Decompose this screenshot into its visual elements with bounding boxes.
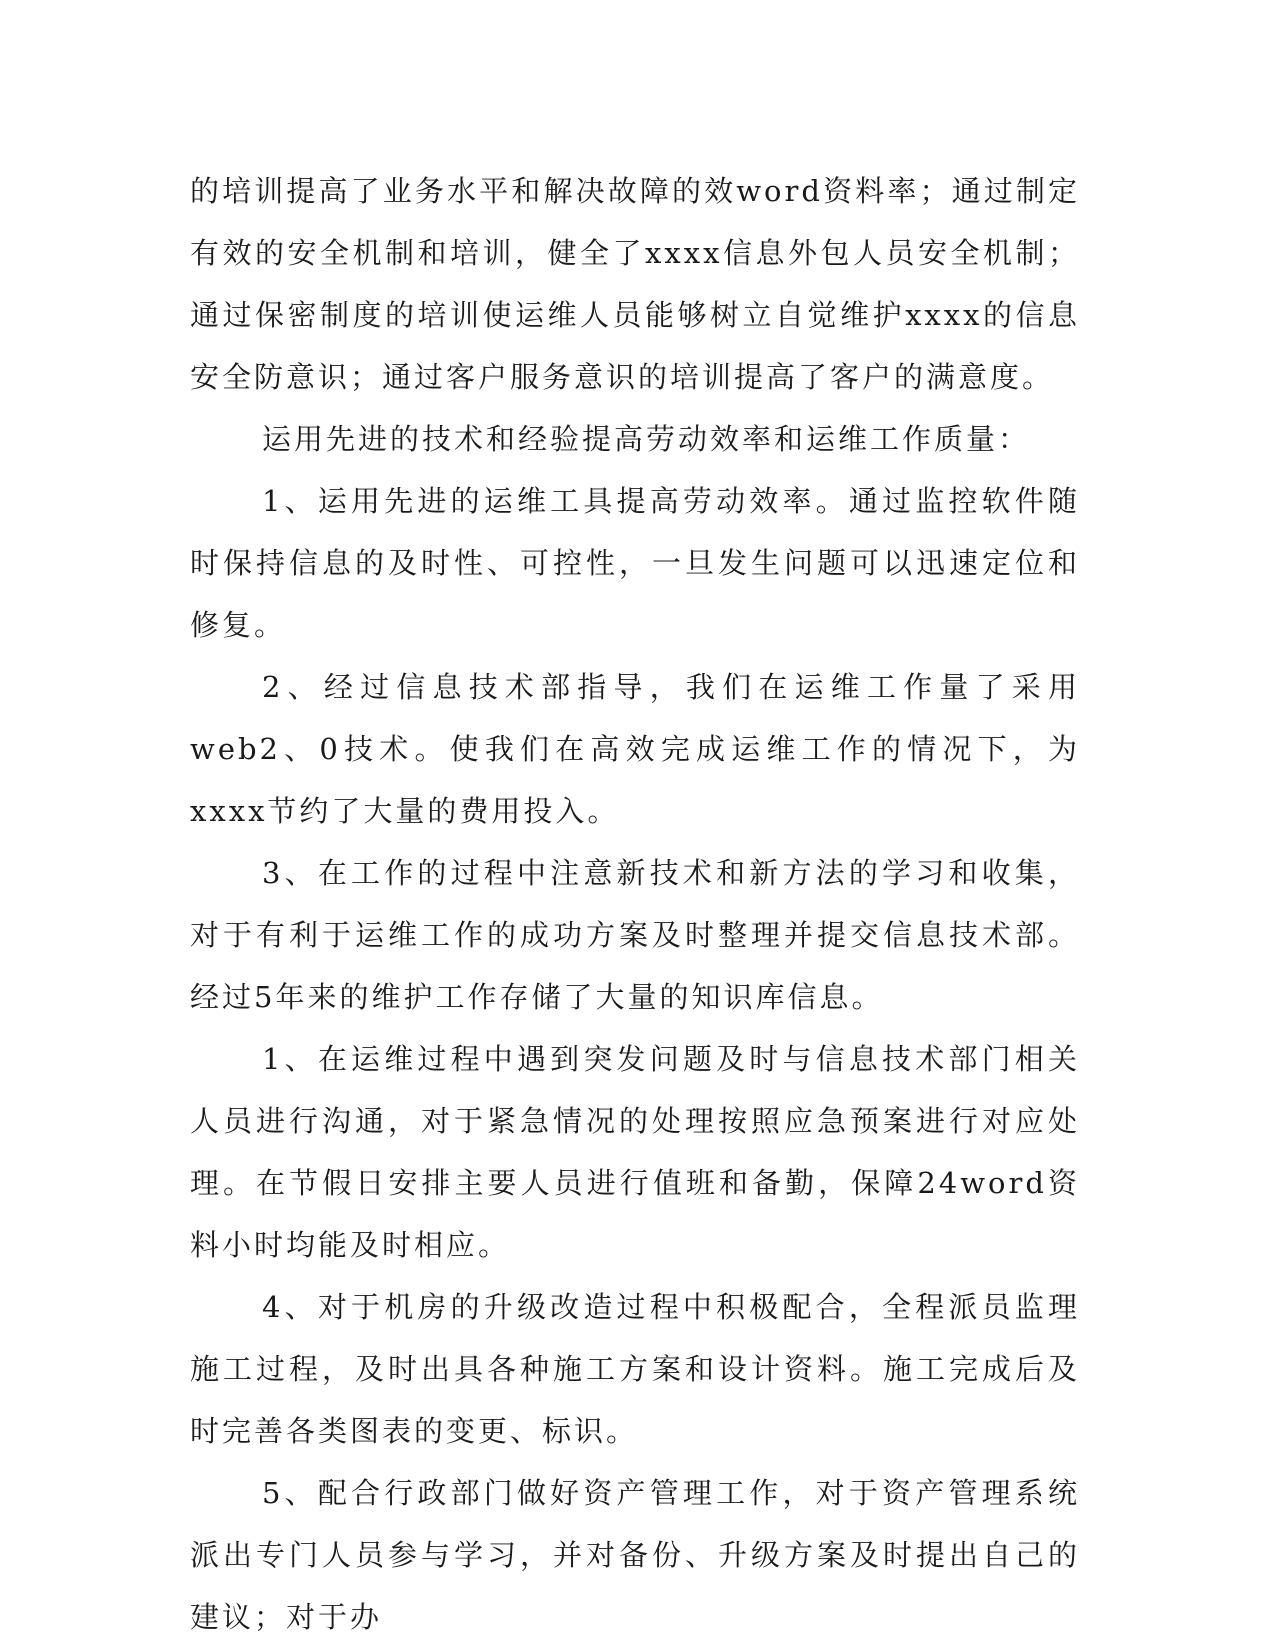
paragraph-item-5-assets: 5、配合行政部门做好资产管理工作，对于资产管理系统派出专门人员参与学习，并对备份、升级方案及时提出自己的建议；对于办	[190, 1476, 1080, 1634]
paragraph-item-1-emergency: 1、在运维过程中遇到突发问题及时与信息技术部门相关人员进行沟通，对于紧急情况的处理按照应急预案进行对应处理。在节假日安排主要人员进行值班和备勤，保障24word资料小时均能及时相应。	[190, 1042, 1080, 1262]
paragraph-item-4-machine-room: 4、对于机房的升级改造过程中积极配合，全程派员监理施工过程，及时出具各种施工方案和设计资料。施工完成后及时完善各类图表的变更、标识。	[190, 1290, 1080, 1448]
paragraph-item-2-web: 2、经过信息技术部指导，我们在运维工作量了采用web2、0技术。使我们在高效完成运维工作的情况下，为xxxx节约了大量的费用投入。	[190, 670, 1080, 828]
document-body	[190, 160, 1080, 1648]
paragraph-item-3-knowledge: 3、在工作的过程中注意新技术和新方法的学习和收集，对于有利于运维工作的成功方案及时整理并提交信息技术部。经过5年来的维护工作存储了大量的知识库信息。	[190, 856, 1080, 1014]
paragraph-tech-heading: 运用先进的技术和经验提高劳动效率和运维工作质量：	[262, 422, 1031, 456]
paragraph-item-1-tools: 1、运用先进的运维工具提高劳动效率。通过监控软件随时保持信息的及时性、可控性，一旦发生问题可以迅速定位和修复。	[190, 484, 1080, 642]
paragraph-training-summary: 的培训提高了业务水平和解决故障的效word资料率；通过制定有效的安全机制和培训，健全了xxxx信息外包人员安全机制；通过保密制度的培训使运维人员能够树立自觉维护xxxx的信息安全防意识；通过客户服务意识的培训提高了客户的满意度。	[190, 174, 1080, 394]
